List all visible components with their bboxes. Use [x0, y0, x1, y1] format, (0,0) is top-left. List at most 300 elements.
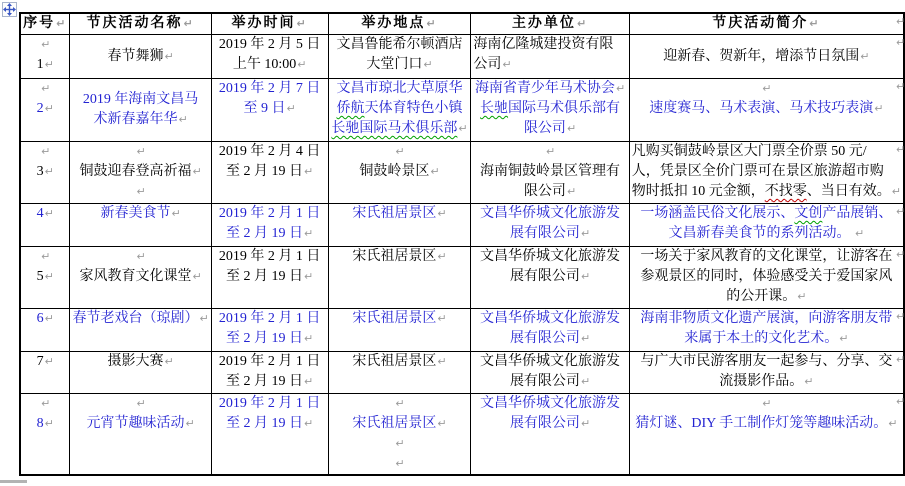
text-line [331, 35, 469, 55]
text-line [214, 35, 326, 55]
cell-text: 至 9 日 [243, 101, 286, 116]
cell-r7-c5[interactable] [471, 352, 629, 394]
text-line [214, 162, 326, 182]
pilcrow-mark: ↵ [304, 417, 314, 430]
cell-text: 流摄影作品。 [719, 374, 804, 389]
pilcrow-mark: ↵ [809, 17, 821, 30]
cell-text: 至 2 月 19 日 [226, 374, 304, 389]
cell-text: 海南亿隆城建投资有限 [473, 37, 614, 52]
text-line [214, 352, 326, 372]
pilcrow-mark: ↵ [797, 290, 807, 303]
pilcrow-mark: ↵ [762, 397, 772, 410]
cell-r7-c2[interactable] [70, 352, 211, 394]
cell-text: 文昌华侨城文化旅游发 [480, 206, 621, 221]
cell-r6-c4[interactable] [328, 309, 471, 352]
cell-r8-c3[interactable] [211, 394, 328, 476]
cell-text: 长驰 [480, 101, 509, 116]
cell-r2-c5[interactable] [471, 79, 629, 142]
cell-text: 至 2 月 19 日 [226, 416, 304, 431]
cell-text: 来属于本土的文化艺术。 [684, 331, 839, 346]
cell-r8-c1[interactable] [20, 394, 70, 476]
cell-text: 家风教育文化课堂 [79, 269, 192, 284]
end-of-row-mark: ↵ [896, 143, 905, 156]
text-line [473, 309, 626, 329]
pilcrow-mark: ↵ [839, 332, 849, 345]
text-line [632, 224, 901, 244]
text-line [331, 414, 469, 434]
header-cell-5[interactable] [471, 13, 629, 35]
cell-text: 春节老戏台（琼剧） [72, 311, 199, 326]
pilcrow-mark: ↵ [804, 375, 814, 388]
text-line [214, 204, 326, 224]
text-line [632, 142, 901, 162]
cell-text: 文昌鲁能希尔顿酒店 [336, 37, 463, 52]
text-line [473, 182, 626, 202]
cell-text: 文昌华侨城文化旅游发 [480, 396, 621, 411]
text-line [72, 352, 208, 372]
cell-text: 不找零 [764, 184, 807, 199]
cell-text: 的公开课。 [726, 289, 797, 304]
pilcrow-mark: ↵ [395, 145, 405, 158]
text-line [331, 99, 469, 119]
cell-text: 猜灯谜、DIY 手工制作灯笼等趣味活动。 [635, 416, 888, 431]
cell-r2-c3[interactable] [211, 79, 328, 142]
cell-text: 2019 年海南文昌马 [82, 92, 199, 107]
cell-text: 2019 年 2 月 1 日 [218, 354, 321, 369]
cell-text: 限公司 [523, 184, 566, 199]
text-line [473, 414, 626, 434]
cell-text: 2019 年 2 月 5 日 [218, 37, 321, 52]
pilcrow-mark: ↵ [164, 355, 174, 368]
cell-text: 至 2 月 19 日 [226, 331, 304, 346]
cell-text: 展有限公司 [509, 269, 580, 284]
cell-r6-c1[interactable] [20, 309, 70, 352]
text-line [72, 162, 208, 182]
cell-text: 2019 年 2 月 1 日 [218, 311, 321, 326]
end-of-row-mark: ↵ [896, 205, 905, 218]
end-of-row-mark: ↵ [896, 80, 905, 93]
cell-text: 术新春嘉年华 [93, 112, 178, 127]
header-label: 序号 [23, 16, 56, 31]
text-line [632, 247, 901, 267]
text-line [72, 47, 208, 67]
pilcrow-mark: ↵ [44, 312, 54, 325]
text-line [632, 79, 901, 99]
cell-text: 参观景区的同时，体验感受关于爱国家风 [640, 269, 893, 284]
cell-text: 文昌华侨城文化旅游发 [480, 311, 621, 326]
header-cell-6[interactable] [629, 13, 904, 35]
cell-text: 速度赛马、马术表演、马术技巧表演 [649, 101, 874, 116]
pilcrow-mark: ↵ [423, 58, 433, 71]
cell-r1-c6[interactable] [629, 35, 904, 79]
pilcrow-mark: ↵ [437, 417, 447, 430]
text-line [331, 79, 469, 99]
table-row-1 [20, 35, 904, 79]
text-line [632, 47, 901, 67]
text-line [473, 267, 626, 287]
cell-text: 文昌市琼北大草原华 [336, 81, 463, 96]
pilcrow-mark: ↵ [136, 185, 146, 198]
pilcrow-mark: ↵ [437, 312, 447, 325]
cell-text: 宋氏祖居景区 [352, 416, 437, 431]
cell-r2-c4[interactable] [328, 79, 471, 142]
text-line [473, 329, 626, 349]
text-line [23, 352, 67, 372]
pilcrow-mark: ↵ [395, 457, 405, 470]
cell-text: 展有限公司 [509, 331, 580, 346]
cell-r5-c3[interactable] [211, 247, 328, 309]
cell-text: 迎新春、贺新年，增添节日氛围 [663, 48, 860, 64]
end-of-row-mark: ↵ [896, 36, 905, 49]
text-line [473, 162, 626, 182]
cell-r5-c1[interactable] [20, 247, 70, 309]
table-row-6 [20, 309, 904, 352]
text-line [214, 329, 326, 349]
cell-r4-c2[interactable] [70, 204, 211, 247]
cell-text: 宋氏祖居景区 [352, 249, 437, 264]
end-of-row-mark: ↵ [896, 248, 905, 261]
cell-r8-c5[interactable] [471, 394, 629, 476]
pilcrow-mark: ↵ [136, 397, 146, 410]
cell-text: 6 [36, 311, 44, 326]
cell-text: 2019 年 2 月 1 日 [218, 206, 321, 221]
cell-r2-c2[interactable] [70, 79, 211, 142]
cell-text: 、当日有效。 [806, 184, 891, 199]
cell-text: 至 2 月 19 日 [226, 269, 304, 284]
pilcrow-mark: ↵ [297, 58, 307, 71]
cell-r4-c6[interactable] [629, 204, 904, 247]
header-label: 举办地点 [361, 16, 426, 31]
header-row [20, 13, 904, 35]
header-cell-4[interactable] [328, 13, 471, 35]
text-line [214, 224, 326, 244]
cell-text: 文昌新春美食节的系列活动。 [668, 226, 855, 241]
cell-r1-c5[interactable] [471, 35, 629, 79]
text-line [214, 99, 326, 119]
pilcrow-mark: ↵ [395, 397, 405, 410]
table-row-4 [20, 204, 904, 247]
pilcrow-mark: ↵ [566, 122, 577, 135]
text-line [331, 55, 469, 75]
cell-text: 2019 年 2 月 7 日 [218, 81, 321, 96]
text-line [72, 204, 208, 224]
cell-r3-c3[interactable] [211, 142, 328, 204]
header-label: 节庆活动名称 [86, 16, 183, 31]
pilcrow-mark: ↵ [580, 270, 591, 283]
cell-r7-c6[interactable] [629, 352, 904, 394]
cell-text: 文昌华侨城文化旅游发 [480, 249, 621, 264]
pilcrow-mark: ↵ [762, 82, 772, 95]
cell-r3-c6[interactable] [629, 142, 904, 204]
cell-r5-c6[interactable] [629, 247, 904, 309]
table-row-5 [20, 247, 904, 309]
cell-r6-c6[interactable] [629, 309, 904, 352]
cell-text: 至 2 月 19 日 [226, 226, 304, 241]
text-line [72, 142, 208, 162]
cell-text: 2019 年 2 月 1 日 [218, 396, 321, 411]
text-line [214, 55, 326, 75]
pilcrow-mark: ↵ [304, 165, 314, 178]
text-line [23, 414, 67, 434]
cell-text: 凡购买铜鼓岭景区大门票全价票 50 元/ [631, 144, 867, 159]
cell-text: 国际马术俱乐部有 [508, 101, 621, 116]
pilcrow-mark: ↵ [576, 17, 589, 30]
text-line [331, 352, 469, 372]
text-line [331, 142, 469, 162]
cell-r3-c2[interactable] [70, 142, 211, 204]
pilcrow-mark: ↵ [580, 227, 591, 240]
header-cell-1[interactable] [20, 13, 70, 35]
pilcrow-mark: ↵ [304, 270, 314, 283]
text-line [473, 394, 626, 414]
pilcrow-mark: ↵ [56, 17, 68, 30]
cell-r6-c5[interactable] [471, 309, 629, 352]
table-body [20, 35, 904, 476]
cell-r4-c1[interactable] [20, 204, 70, 247]
text-line [214, 79, 326, 99]
text-line [23, 55, 67, 75]
pilcrow-mark: ↵ [395, 437, 405, 450]
cell-r8-c4[interactable] [328, 394, 471, 476]
text-line [632, 99, 901, 119]
pilcrow-mark: ↵ [855, 227, 865, 240]
cell-text: 上午 10:00 [232, 57, 297, 72]
pilcrow-mark: ↵ [192, 270, 202, 283]
cell-r6-c2[interactable] [70, 309, 211, 352]
pilcrow-mark: ↵ [545, 145, 556, 158]
text-line [473, 79, 626, 99]
text-line [214, 247, 326, 267]
pilcrow-mark: ↵ [164, 49, 174, 63]
text-line [632, 352, 901, 372]
pilcrow-mark: ↵ [41, 397, 51, 410]
cell-r1-c2[interactable] [70, 35, 211, 79]
cell-text: 春节舞狮 [107, 48, 164, 64]
text-line [72, 247, 208, 267]
text-line [23, 247, 67, 267]
table-move-handle[interactable] [2, 2, 17, 17]
pilcrow-mark: ↵ [437, 207, 447, 220]
cell-r8-c2[interactable] [70, 394, 211, 476]
cell-text: 公司 [473, 57, 502, 72]
text-line [632, 204, 901, 224]
text-line [72, 414, 208, 434]
text-line [473, 35, 626, 55]
table-row-3 [20, 142, 904, 204]
cell-text: 3 [36, 164, 44, 179]
pilcrow-mark: ↵ [566, 185, 577, 198]
text-line [632, 414, 901, 434]
pilcrow-mark: ↵ [44, 270, 54, 283]
pilcrow-mark: ↵ [437, 250, 447, 263]
cell-r5-c2[interactable] [70, 247, 211, 309]
pilcrow-mark: ↵ [458, 122, 468, 135]
text-line [473, 55, 626, 75]
festival-activities-table [19, 12, 905, 476]
cell-text: 摄影大赛 [107, 354, 164, 369]
text-line [23, 162, 67, 182]
text-line [72, 182, 208, 202]
cell-text: 4 [36, 206, 44, 221]
cell-text: 文创 [794, 206, 823, 221]
pilcrow-mark: ↵ [44, 102, 54, 115]
cell-text: 展有限公司 [509, 374, 580, 389]
text-line [632, 394, 901, 414]
cell-text: 展有限公司 [509, 416, 580, 431]
header-label: 节庆活动简介 [712, 16, 809, 31]
pilcrow-mark: ↵ [199, 312, 209, 325]
text-line [632, 329, 901, 349]
text-line [72, 394, 208, 414]
text-line [473, 372, 626, 392]
text-line [23, 394, 67, 414]
pilcrow-mark: ↵ [874, 102, 884, 115]
cell-r5-c5[interactable] [471, 247, 629, 309]
end-of-row-mark: ↵ [896, 395, 905, 408]
text-line [331, 309, 469, 329]
text-line [331, 454, 469, 474]
text-line [214, 309, 326, 329]
pilcrow-mark: ↵ [437, 355, 447, 368]
cell-text: 侨航 [336, 101, 365, 116]
header-label: 主办单位 [511, 16, 576, 31]
cell-text: 铜鼓迎春登高祈福 [79, 164, 192, 179]
text-line [632, 309, 901, 329]
cell-text: 限公司 [523, 121, 566, 136]
cell-text: 海南铜鼓岭景区管理有 [480, 164, 621, 179]
text-line [23, 309, 67, 329]
cell-text: 至 2 月 19 日 [226, 164, 304, 179]
text-line [331, 204, 469, 224]
text-line [331, 394, 469, 414]
cell-text: 宋氏祖居景区 [352, 354, 437, 369]
end-of-row-mark: ↵ [896, 310, 905, 323]
cell-text: 一场关于家风教育的文化课堂，让游客在 [640, 249, 893, 264]
cell-text: 新春美食节 [100, 206, 171, 221]
cell-r3-c4[interactable] [328, 142, 471, 204]
cell-text: 铜鼓岭景区 [359, 164, 430, 179]
cell-text: 大堂门口 [366, 57, 423, 72]
cell-text: 与广大市民游客朋友一起参与、分享、交 [640, 354, 893, 369]
text-line [214, 372, 326, 392]
cell-r1-c3[interactable] [211, 35, 328, 79]
pilcrow-mark: ↵ [136, 250, 146, 263]
pilcrow-mark: ↵ [171, 207, 181, 220]
cell-text: 展有限公司 [509, 226, 580, 241]
table-header [20, 13, 904, 35]
text-line [473, 119, 626, 139]
cell-r7-c4[interactable] [328, 352, 471, 394]
cell-r7-c3[interactable] [211, 352, 328, 394]
cell-text: 2019 年 2 月 1 日 [218, 249, 321, 264]
pilcrow-mark: ↵ [580, 417, 591, 430]
header-cell-2[interactable] [70, 13, 211, 35]
cell-text: 一场涵盖民俗文化展示、 [640, 206, 795, 221]
cell-text: 2019 年 2 月 4 日 [218, 144, 321, 159]
text-line [473, 142, 626, 162]
text-line [23, 267, 67, 287]
end-of-row-mark: ↵ [896, 353, 905, 366]
text-line [214, 394, 326, 414]
table-row-7 [20, 352, 904, 394]
pilcrow-mark: ↵ [41, 250, 51, 263]
pilcrow-mark: ↵ [860, 49, 870, 63]
cell-r5-c4[interactable] [328, 247, 471, 309]
cell-text: 宋氏祖居景区 [352, 311, 437, 326]
pilcrow-mark: ↵ [304, 332, 314, 345]
pilcrow-mark: ↵ [296, 17, 308, 30]
cell-text: 5 [36, 269, 44, 284]
cell-text: 长驰国际马术俱乐部 [331, 121, 458, 136]
text-line [632, 162, 901, 182]
pilcrow-mark: ↵ [44, 165, 54, 178]
text-line [23, 99, 67, 119]
header-cell-3[interactable] [211, 13, 328, 35]
cell-r8-c6[interactable] [629, 394, 904, 476]
pilcrow-mark: ↵ [615, 82, 626, 95]
text-line [331, 162, 469, 182]
cell-r4-c5[interactable] [471, 204, 629, 247]
pilcrow-mark: ↵ [44, 417, 54, 430]
cell-r4-c4[interactable] [328, 204, 471, 247]
text-line [72, 90, 208, 110]
cell-r3-c1[interactable] [20, 142, 70, 204]
cell-r2-c1[interactable] [20, 79, 70, 142]
cell-r2-c6[interactable] [629, 79, 904, 142]
pilcrow-mark: ↵ [304, 375, 314, 388]
pilcrow-mark: ↵ [891, 185, 901, 198]
pilcrow-mark: ↵ [502, 58, 512, 71]
cell-text: 物时抵扣 10 元金额， [631, 184, 765, 199]
pilcrow-mark: ↵ [580, 332, 591, 345]
cell-r3-c5[interactable] [471, 142, 629, 204]
cell-r1-c1[interactable] [20, 35, 70, 79]
table-row-8 [20, 394, 904, 476]
pilcrow-mark: ↵ [41, 38, 51, 51]
pilcrow-mark: ↵ [41, 82, 51, 95]
cell-text: 海南省青少年马术协会 [474, 81, 615, 96]
cell-text: 海南非物质文化遗产展演，向游客朋友带 [640, 311, 893, 326]
text-line [23, 142, 67, 162]
cell-text: 8 [36, 416, 44, 431]
cell-r1-c4[interactable] [328, 35, 471, 79]
text-line [632, 372, 901, 392]
pilcrow-mark: ↵ [44, 355, 54, 368]
cell-text: 产品展销、 [822, 206, 893, 221]
pilcrow-mark: ↵ [192, 165, 202, 178]
cell-r4-c3[interactable] [211, 204, 328, 247]
pilcrow-mark: ↵ [136, 145, 146, 158]
text-line [632, 287, 901, 307]
end-of-row-mark: ↵ [896, 15, 905, 28]
text-line [72, 309, 208, 329]
text-line [214, 142, 326, 162]
text-line [473, 247, 626, 267]
cell-r7-c1[interactable] [20, 352, 70, 394]
pilcrow-mark: ↵ [41, 145, 51, 158]
text-line [331, 247, 469, 267]
pilcrow-mark: ↵ [44, 207, 54, 220]
cell-r6-c3[interactable] [211, 309, 328, 352]
pilcrow-mark: ↵ [304, 227, 314, 240]
text-line [632, 182, 901, 202]
cell-text: 7 [36, 354, 44, 369]
text-line [23, 79, 67, 99]
cell-text: 宋氏祖居景区 [352, 206, 437, 221]
pilcrow-mark: ↵ [286, 102, 296, 115]
text-line [331, 119, 469, 139]
cell-text: 1 [36, 57, 44, 72]
